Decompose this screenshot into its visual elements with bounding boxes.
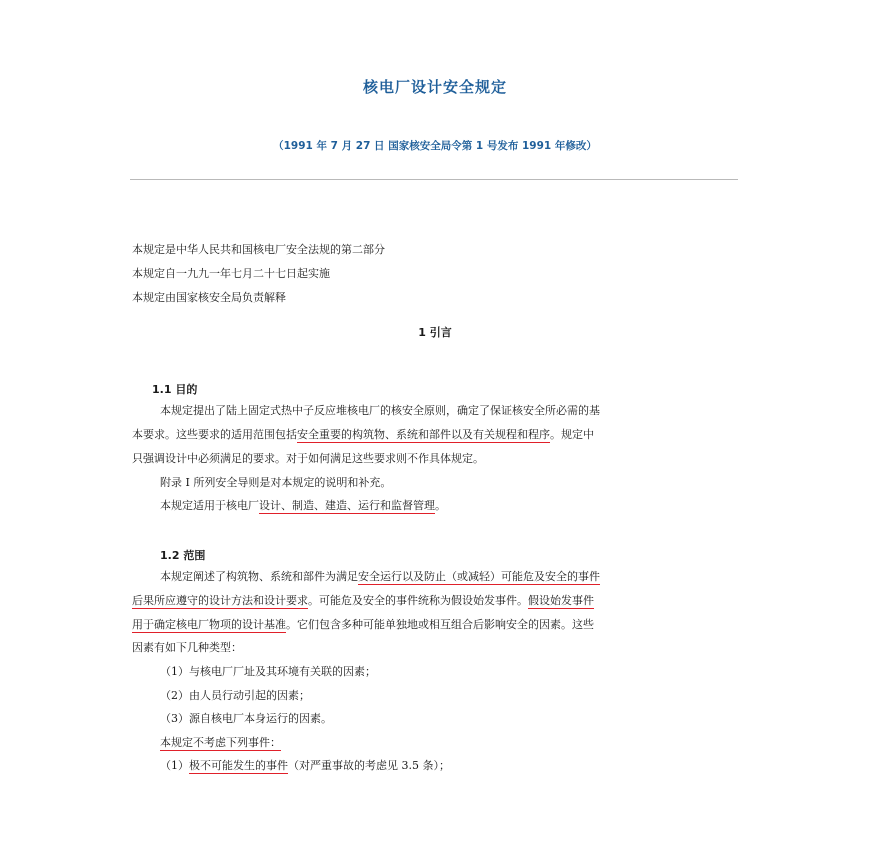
text-span: 本要求。这些要求的适用范围包括 xyxy=(132,428,297,441)
text-span: 本规定适用于核电厂 xyxy=(160,499,259,512)
subsection-heading-scope: 1.2 范围 xyxy=(160,549,206,562)
meta-line-3: 本规定由国家核安全局负责解释 xyxy=(132,291,286,304)
subsection-heading-purpose: 1.1 目的 xyxy=(152,383,198,396)
list-item: （3）源自核电厂本身运行的因素。 xyxy=(160,712,332,725)
text-span: 。可能危及安全的事件统称为假设始发事件。 xyxy=(308,594,528,607)
text-span: （对严重事故的考虑见 3.5 条）； xyxy=(288,759,450,772)
text-span: 。 xyxy=(435,499,446,512)
text-span: （1） xyxy=(160,759,189,772)
text-span: 。它们包含多种可能单独地或相互组合后影响安全的因素。这些 xyxy=(286,618,594,631)
appendix-note: 附录 I 所列安全导则是对本规定的说明和补充。 xyxy=(160,476,392,489)
underlined-phrase: 极不可能发生的事件 xyxy=(189,759,288,772)
text-span: 。规定中 xyxy=(550,428,594,441)
list-item: （1）与核电厂厂址及其环境有关联的因素； xyxy=(160,665,376,678)
meta-line-2: 本规定自一九九一年七月二十七日起实施 xyxy=(132,267,330,280)
header-divider xyxy=(130,179,738,180)
underlined-phrase: 安全运行以及防止（或减轻）可能危及安全的事件 xyxy=(358,570,600,583)
document-title: 核电厂设计安全规定 xyxy=(362,78,507,96)
exclusion-item-1 xyxy=(160,759,450,773)
scope-line-4: 因素有如下几种类型： xyxy=(132,641,242,654)
section-heading-introduction: 1 引言 xyxy=(418,326,452,339)
scope-line-1 xyxy=(160,570,600,584)
purpose-paragraph-line-2 xyxy=(132,428,594,442)
exclusion-heading xyxy=(160,736,281,750)
underlined-phrase: 用于确定核电厂物项的设计基准 xyxy=(132,618,286,631)
scope-line-3 xyxy=(132,618,594,632)
underlined-phrase: 本规定不考虑下列事件： xyxy=(160,736,281,749)
document-subtitle: （1991 年 7 月 27 日 国家核安全局令第 1 号发布 1991 年修改） xyxy=(273,140,597,152)
underlined-phrase: 后果所应遵守的设计方法和设计要求 xyxy=(132,594,308,607)
purpose-paragraph-line-3: 只强调设计中必须满足的要求。对于如何满足这些要求则不作具体规定。 xyxy=(132,452,484,465)
purpose-paragraph-line-1: 本规定提出了陆上固定式热中子反应堆核电厂的核安全原则，确定了保证核安全所必需的基 xyxy=(160,404,600,417)
applicability-line xyxy=(160,499,446,513)
meta-line-1: 本规定是中华人民共和国核电厂安全法规的第二部分 xyxy=(132,243,385,256)
underlined-phrase: 安全重要的构筑物、系统和部件以及有关规程和程序 xyxy=(297,428,550,441)
text-span: 本规定阐述了构筑物、系统和部件为满足 xyxy=(160,570,358,583)
scope-line-2 xyxy=(132,594,594,608)
list-item: （2）由人员行动引起的因素； xyxy=(160,689,310,702)
underlined-phrase: 假设始发事件 xyxy=(528,594,594,607)
underlined-phrase: 设计、制造、建造、运行和监督管理 xyxy=(259,499,435,512)
